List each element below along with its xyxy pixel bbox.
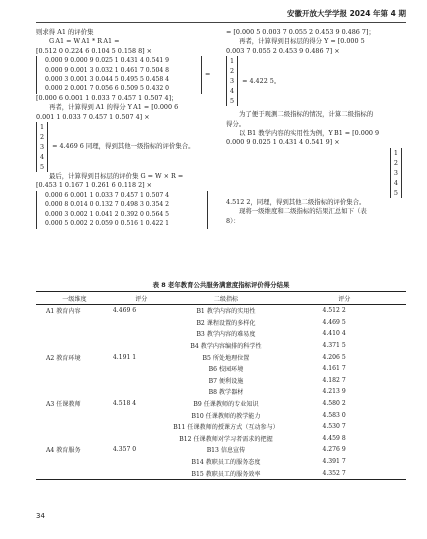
indicator-cell: B4 教学内容编排的科学性 [190,343,262,351]
dimension-score-cell [113,340,170,352]
indicator-score-cell: 4.459 8 [322,434,346,442]
dimension-score-cell [113,456,170,468]
matrix-row: 0.000 6 0.001 1 0.033 7 0.457 1 0.507 4 [45,191,170,199]
table-caption: 表 8 老年教育公共服务满意度指标评价得分结果 [152,281,290,289]
indicator-score-cell: 4.512 2 [322,307,346,315]
vector-entry: 4 [393,178,398,187]
table-row [36,409,406,421]
dimension-cell [36,363,113,375]
vector-entry: 4 [230,87,235,96]
score-vector [226,56,238,106]
indicator-cell: B5 所处地理位置 [202,354,250,362]
indicator-cell: B6 校园环境 [208,366,244,374]
matrix-row: 0.000 3 0.001 3 0.044 5 0.495 5 0.458 4 [45,76,170,84]
dimension-cell [36,386,113,398]
table-row [36,444,406,456]
dimension-score-cell [113,375,170,387]
text-line: = 4.469 6 同理，得到其他一级指标的评价集合。 [52,142,195,151]
indicator-score-cell: 4.469 5 [322,318,346,326]
score-vector [36,122,48,172]
indicator-cell: B8 教学器材 [208,389,244,397]
text-line: 最后，计算得到目标层的评价集 G = W × R = [49,172,184,181]
page-number: 34 [36,512,45,520]
indicator-cell: B2 课程设置的多样化 [196,319,256,327]
indicator-cell: B9 任课教师的专业知识 [193,401,259,409]
indicator-score-cell: 4.206 5 [322,353,346,361]
dimension-cell [36,317,113,329]
indicator-score-cell: 4.182 7 [322,376,346,384]
indicator-cell: B15 教职员工的服务效率 [191,470,261,478]
formula-line: = [0.000 5 0.003 7 0.055 2 0.453 9 0.486 7]； [226,28,375,36]
text-line: 现将一级维度和二级指标的结果汇总如下（表 [239,207,367,216]
dimension-score-cell: 4.469 6 [112,307,137,315]
dimension-cell [36,328,113,340]
score-vector [390,148,402,198]
indicator-cell: B10 任课教师的教学能力 [191,412,261,420]
table-row [36,456,406,468]
vector-entry: 2 [40,133,45,142]
formula-line: 0.000 9 0.025 1 0.431 4 0.541 9] × [226,138,340,147]
indicator-score-cell: 4.583 0 [322,411,346,419]
matrix-row: 0.000 2 0.001 7 0.056 6 0.509 5 0.432 0 [45,85,170,93]
text-line: 以 B1 教学内容的实用性为例，Y B1 = [0.000 9 [239,129,380,138]
formula-line: [0.453 1 0.167 1 0.261 6 0.118 2] × [36,181,153,190]
table-header-row [36,292,406,305]
right-column [226,28,406,226]
indicator-score-cell: 4.352 7 [322,469,346,477]
column-header: 评分 [113,292,170,305]
dimension-cell: A4 教育服务 [46,447,81,455]
vector-entry: 1 [230,57,235,66]
dimension-cell [36,340,113,352]
dimension-score-cell [113,409,170,421]
indicator-score-cell: 4.371 5 [322,342,346,350]
table-row [36,305,406,317]
dimension-score-cell [113,363,170,375]
dimension-score-cell: 4.518 4 [112,400,137,408]
table-row [36,421,406,433]
dimension-cell [36,467,113,479]
table-row [36,351,406,363]
dimension-score-cell [113,433,170,445]
formula-line: [0.512 0 0.224 6 0.104 5 0.158 8] × [36,46,153,55]
table-row [36,467,406,479]
table-row [36,386,406,398]
formula-line: 0.003 7 0.055 2 0.453 9 0.486 7] × [226,46,340,55]
vector-entry: 1 [40,123,45,132]
indicator-cell: B13 信息宣传 [206,447,246,455]
vector-entry: 3 [40,143,45,152]
table-row [36,317,406,329]
vector-entry: 1 [393,148,398,157]
indicator-cell: B12 任课教师对学习者需求的把握 [179,435,273,443]
dimension-score-cell [113,386,170,398]
formula-line: [0.000 6 0.001 1 0.033 7 0.457 1 0.507 4]； [36,93,178,102]
matrix-row: 0.000 5 0.002 2 0.059 0 0.516 1 0.422 1 [45,220,170,228]
dimension-cell [36,409,113,421]
text-line: = 4.422 5。 [242,76,281,85]
dimension-cell [36,421,113,433]
indicator-cell: B11 任课教师的授课方式（互动参与） [173,424,279,432]
indicator-score-cell: 4.276 9 [322,446,346,454]
results-table [36,291,406,480]
indicator-score-cell: 4.530 7 [322,423,346,431]
indicator-score-cell: 4.580 2 [322,400,346,408]
dimension-score-cell [113,317,170,329]
vector-entry: 3 [393,168,398,177]
dimension-cell: A1 教育内容 [46,308,81,316]
vector-entry: 2 [393,158,398,167]
vector-entry: 4 [40,153,45,162]
table-row [36,340,406,352]
dimension-score-cell: 4.357 0 [112,446,137,454]
indicator-cell: B3 教学内容的难易度 [196,331,256,339]
formula-line: G A1 = W A1 * R A1 = [49,37,120,46]
text-line: 得分。 [226,119,246,128]
table-row [36,328,406,340]
dimension-score-cell [113,328,170,340]
text-line: 再者，计算得到 A1 的得分 Y A1 = [0.000 6 [49,103,179,112]
text-line: 则求得 A1 的评价集 [36,28,94,36]
dimension-score-cell [113,421,170,433]
vector-entry: 5 [40,163,45,172]
column-header: 一级维度 [36,292,113,305]
vector-entry: 2 [230,67,235,76]
matrix-row: 0.000 3 0.002 1 0.041 2 0.392 0 0.564 5 [45,210,170,218]
matrix-row: 0.000 9 0.000 9 0.025 1 0.431 4 0.541 9 [45,57,170,65]
indicator-cell: B1 教学内容的实用性 [196,308,256,316]
dimension-cell: A3 任课教师 [46,401,81,409]
dimension-score-cell [113,467,170,479]
table-body [36,305,406,480]
matrix-row: 0.000 8 0.014 0 0.132 7 0.498 3 0.354 2 [45,201,170,209]
dimension-score-cell: 4.191 1 [112,353,137,361]
table-row [36,433,406,445]
indicator-cell: B7 便利设施 [208,377,244,385]
matrix-r-a1 [36,56,202,94]
vector-entry: 5 [393,188,398,197]
column-header: 二级指标 [170,292,283,305]
text-line: 4.512 2，同理，得到其他二级指标的评价集合。 [226,197,366,206]
column-header: 评分 [282,292,406,305]
indicator-cell: B14 教职员工的服务态度 [191,459,261,467]
indicator-score-cell: 4.161 7 [322,365,346,373]
text-line: 8）： [226,216,240,225]
left-column [36,28,218,229]
table-row [36,363,406,375]
dimension-cell [36,456,113,468]
matrix-r [36,191,208,229]
table-row [36,398,406,410]
vector-entry: 3 [230,77,235,86]
vector-entry: 5 [230,97,235,106]
equals-sign: = [205,70,211,79]
text-line: 为了便于观测二级指标的情况，计算二级指标的 [239,110,374,119]
text-line: 0.001 1 0.033 7 0.457 1 0.507 4] × [36,112,150,121]
journal-header: 安徽开放大学学报 2024 年第 4 期 [36,8,406,23]
indicator-score-cell: 4.391 7 [322,458,346,466]
text-line: 再者，计算得到目标层的得分 Y = [0.000 5 [239,37,365,46]
indicator-score-cell: 4.213 9 [322,388,346,396]
dimension-cell [36,375,113,387]
matrix-row: 0.000 9 0.001 3 0.032 1 0.461 7 0.504 8 [45,66,170,74]
dimension-cell [36,433,113,445]
indicator-score-cell: 4.410 4 [322,330,346,338]
dimension-cell: A2 教育环境 [46,354,81,362]
table-row [36,375,406,387]
